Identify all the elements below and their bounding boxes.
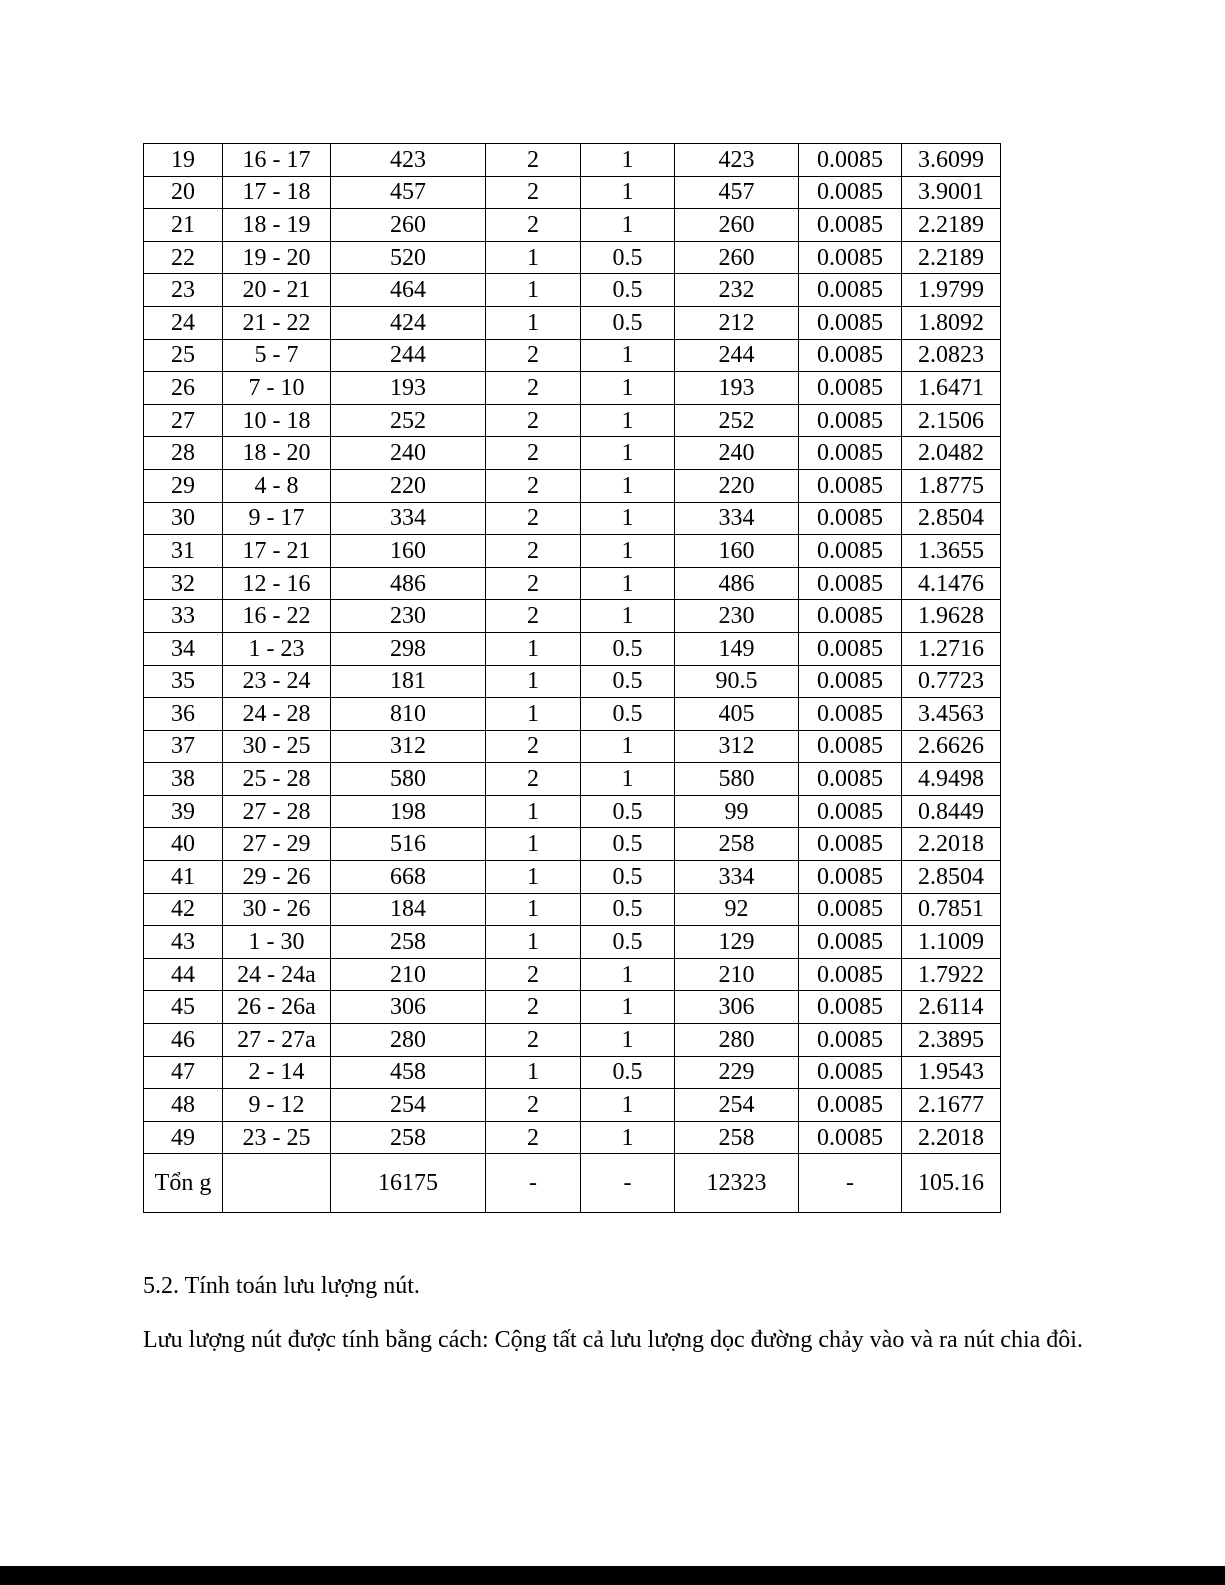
row-number-cell: 42 (144, 893, 223, 926)
col5-cell: 0.5 (581, 861, 675, 894)
flow-cell: 2.2018 (902, 828, 1001, 861)
col4-cell: 2 (486, 567, 581, 600)
row-number-cell: 33 (144, 600, 223, 633)
coefficient-cell: 0.0085 (799, 958, 902, 991)
segment-cell: 25 - 28 (223, 763, 331, 796)
segment-cell: 7 - 10 (223, 372, 331, 405)
coefficient-cell: 0.0085 (799, 339, 902, 372)
flow-cell: 1.3655 (902, 535, 1001, 568)
row-number-cell: 37 (144, 730, 223, 763)
col4-cell: 2 (486, 144, 581, 177)
coefficient-cell: 0.0085 (799, 241, 902, 274)
col4-cell: 1 (486, 274, 581, 307)
coefficient-cell: 0.0085 (799, 535, 902, 568)
table-row (144, 698, 1001, 731)
calc-length-cell: 260 (675, 241, 799, 274)
row-number-cell: 48 (144, 1089, 223, 1122)
total-col5-cell: - (581, 1154, 675, 1213)
col5-cell: 1 (581, 730, 675, 763)
section-heading: 5.2. Tính toán lưu lượng nút. (143, 1273, 420, 1299)
table-row (144, 1089, 1001, 1122)
calc-length-cell: 280 (675, 1024, 799, 1057)
col4-cell: 1 (486, 665, 581, 698)
segment-cell: 5 - 7 (223, 339, 331, 372)
coefficient-cell: 0.0085 (799, 600, 902, 633)
flow-cell: 1.9628 (902, 600, 1001, 633)
table-row (144, 176, 1001, 209)
row-number-cell: 45 (144, 991, 223, 1024)
col5-cell: 0.5 (581, 241, 675, 274)
segment-cell: 27 - 27a (223, 1024, 331, 1057)
col5-cell: 1 (581, 144, 675, 177)
col4-cell: 2 (486, 339, 581, 372)
length-cell: 258 (331, 1121, 486, 1154)
row-number-cell: 25 (144, 339, 223, 372)
coefficient-cell: 0.0085 (799, 502, 902, 535)
coefficient-cell: 0.0085 (799, 1024, 902, 1057)
table-row (144, 1121, 1001, 1154)
table-row (144, 209, 1001, 242)
coefficient-cell: 0.0085 (799, 1089, 902, 1122)
flow-cell: 3.6099 (902, 144, 1001, 177)
col4-cell: 1 (486, 861, 581, 894)
col4-cell: 1 (486, 926, 581, 959)
coefficient-cell: 0.0085 (799, 1056, 902, 1089)
col5-cell: 1 (581, 1024, 675, 1057)
table-row (144, 502, 1001, 535)
col5-cell: 0.5 (581, 665, 675, 698)
row-number-cell: 47 (144, 1056, 223, 1089)
flow-cell: 2.1677 (902, 1089, 1001, 1122)
col5-cell: 1 (581, 1089, 675, 1122)
table-row (144, 469, 1001, 502)
segment-cell: 24 - 28 (223, 698, 331, 731)
length-cell: 486 (331, 567, 486, 600)
flow-cell: 1.2716 (902, 632, 1001, 665)
col4-cell: 2 (486, 469, 581, 502)
row-number-cell: 34 (144, 632, 223, 665)
segment-cell: 16 - 17 (223, 144, 331, 177)
calc-length-cell: 260 (675, 209, 799, 242)
col4-cell: 2 (486, 437, 581, 470)
segment-cell: 12 - 16 (223, 567, 331, 600)
row-number-cell: 20 (144, 176, 223, 209)
table-row (144, 372, 1001, 405)
flow-cell: 1.6471 (902, 372, 1001, 405)
col5-cell: 1 (581, 502, 675, 535)
total-row (144, 1154, 1001, 1213)
calc-length-cell: 210 (675, 958, 799, 991)
col4-cell: 2 (486, 958, 581, 991)
row-number-cell: 44 (144, 958, 223, 991)
table-row (144, 926, 1001, 959)
length-cell: 258 (331, 926, 486, 959)
calc-length-cell: 254 (675, 1089, 799, 1122)
length-cell: 193 (331, 372, 486, 405)
col5-cell: 0.5 (581, 828, 675, 861)
length-cell: 810 (331, 698, 486, 731)
coefficient-cell: 0.0085 (799, 209, 902, 242)
total-label-cell: Tổn g (144, 1154, 223, 1213)
row-number-cell: 31 (144, 535, 223, 568)
length-cell: 184 (331, 893, 486, 926)
row-number-cell: 27 (144, 404, 223, 437)
flow-cell: 2.1506 (902, 404, 1001, 437)
col4-cell: 2 (486, 176, 581, 209)
flow-cell: 4.9498 (902, 763, 1001, 796)
segment-cell: 1 - 30 (223, 926, 331, 959)
row-number-cell: 24 (144, 306, 223, 339)
col5-cell: 0.5 (581, 632, 675, 665)
col4-cell: 1 (486, 632, 581, 665)
coefficient-cell: 0.0085 (799, 144, 902, 177)
body-paragraph: Lưu lượng nút được tính bằng cách: Cộng tất cả lưu lượng dọc đường chảy vào và ra nút chia đôi. (143, 1327, 1083, 1353)
col5-cell: 1 (581, 991, 675, 1024)
coefficient-cell: 0.0085 (799, 991, 902, 1024)
calc-length-cell: 90.5 (675, 665, 799, 698)
segment-cell: 16 - 22 (223, 600, 331, 633)
table-row (144, 730, 1001, 763)
row-number-cell: 38 (144, 763, 223, 796)
length-cell: 464 (331, 274, 486, 307)
length-cell: 160 (331, 535, 486, 568)
total-col7-cell: - (799, 1154, 902, 1213)
length-cell: 424 (331, 306, 486, 339)
coefficient-cell: 0.0085 (799, 632, 902, 665)
col5-cell: 1 (581, 339, 675, 372)
length-cell: 240 (331, 437, 486, 470)
calc-length-cell: 244 (675, 339, 799, 372)
total-length-cell: 16175 (331, 1154, 486, 1213)
col5-cell: 0.5 (581, 795, 675, 828)
segment-cell: 19 - 20 (223, 241, 331, 274)
col5-cell: 0.5 (581, 893, 675, 926)
col4-cell: 2 (486, 1121, 581, 1154)
coefficient-cell: 0.0085 (799, 404, 902, 437)
table-row (144, 632, 1001, 665)
length-cell: 244 (331, 339, 486, 372)
segment-cell: 1 - 23 (223, 632, 331, 665)
row-number-cell: 23 (144, 274, 223, 307)
calc-length-cell: 306 (675, 991, 799, 1024)
total-flow-cell: 105.16 (902, 1154, 1001, 1213)
length-cell: 334 (331, 502, 486, 535)
table-row (144, 437, 1001, 470)
pipe-flow-table (143, 143, 1001, 1213)
segment-cell: 18 - 20 (223, 437, 331, 470)
coefficient-cell: 0.0085 (799, 437, 902, 470)
coefficient-cell: 0.0085 (799, 698, 902, 731)
calc-length-cell: 99 (675, 795, 799, 828)
col5-cell: 1 (581, 437, 675, 470)
col5-cell: 0.5 (581, 306, 675, 339)
calc-length-cell: 312 (675, 730, 799, 763)
col5-cell: 0.5 (581, 274, 675, 307)
segment-cell: 9 - 17 (223, 502, 331, 535)
segment-cell: 21 - 22 (223, 306, 331, 339)
col5-cell: 1 (581, 567, 675, 600)
calc-length-cell: 580 (675, 763, 799, 796)
col4-cell: 1 (486, 795, 581, 828)
col5-cell: 0.5 (581, 926, 675, 959)
col4-cell: 2 (486, 209, 581, 242)
row-number-cell: 28 (144, 437, 223, 470)
length-cell: 230 (331, 600, 486, 633)
coefficient-cell: 0.0085 (799, 926, 902, 959)
row-number-cell: 21 (144, 209, 223, 242)
row-number-cell: 40 (144, 828, 223, 861)
flow-cell: 2.2189 (902, 241, 1001, 274)
coefficient-cell: 0.0085 (799, 665, 902, 698)
flow-cell: 2.6114 (902, 991, 1001, 1024)
table-row (144, 567, 1001, 600)
calc-length-cell: 334 (675, 502, 799, 535)
flow-cell: 1.7922 (902, 958, 1001, 991)
calc-length-cell: 220 (675, 469, 799, 502)
segment-cell: 27 - 29 (223, 828, 331, 861)
flow-cell: 2.8504 (902, 502, 1001, 535)
col4-cell: 2 (486, 372, 581, 405)
row-number-cell: 41 (144, 861, 223, 894)
coefficient-cell: 0.0085 (799, 730, 902, 763)
table-row (144, 535, 1001, 568)
table-row (144, 1056, 1001, 1089)
calc-length-cell: 258 (675, 1121, 799, 1154)
coefficient-cell: 0.0085 (799, 893, 902, 926)
flow-cell: 4.1476 (902, 567, 1001, 600)
total-col4-cell: - (486, 1154, 581, 1213)
table-row (144, 404, 1001, 437)
segment-cell: 10 - 18 (223, 404, 331, 437)
calc-length-cell: 212 (675, 306, 799, 339)
row-number-cell: 32 (144, 567, 223, 600)
length-cell: 254 (331, 1089, 486, 1122)
row-number-cell: 19 (144, 144, 223, 177)
total-segment-cell (223, 1154, 331, 1213)
col4-cell: 1 (486, 893, 581, 926)
segment-cell: 23 - 25 (223, 1121, 331, 1154)
calc-length-cell: 457 (675, 176, 799, 209)
calc-length-cell: 160 (675, 535, 799, 568)
length-cell: 423 (331, 144, 486, 177)
length-cell: 280 (331, 1024, 486, 1057)
flow-cell: 2.2018 (902, 1121, 1001, 1154)
flow-cell: 1.1009 (902, 926, 1001, 959)
col4-cell: 2 (486, 763, 581, 796)
segment-cell: 20 - 21 (223, 274, 331, 307)
coefficient-cell: 0.0085 (799, 306, 902, 339)
segment-cell: 9 - 12 (223, 1089, 331, 1122)
coefficient-cell: 0.0085 (799, 567, 902, 600)
calc-length-cell: 232 (675, 274, 799, 307)
calc-length-cell: 149 (675, 632, 799, 665)
row-number-cell: 43 (144, 926, 223, 959)
calc-length-cell: 240 (675, 437, 799, 470)
length-cell: 458 (331, 1056, 486, 1089)
calc-length-cell: 405 (675, 698, 799, 731)
col5-cell: 1 (581, 404, 675, 437)
flow-cell: 2.8504 (902, 861, 1001, 894)
segment-cell: 4 - 8 (223, 469, 331, 502)
row-number-cell: 29 (144, 469, 223, 502)
length-cell: 580 (331, 763, 486, 796)
table-row (144, 991, 1001, 1024)
length-cell: 260 (331, 209, 486, 242)
table-row (144, 763, 1001, 796)
flow-cell: 0.7723 (902, 665, 1001, 698)
length-cell: 306 (331, 991, 486, 1024)
segment-cell: 30 - 25 (223, 730, 331, 763)
calc-length-cell: 229 (675, 1056, 799, 1089)
col5-cell: 1 (581, 469, 675, 502)
table-row (144, 958, 1001, 991)
length-cell: 312 (331, 730, 486, 763)
flow-cell: 0.7851 (902, 893, 1001, 926)
col4-cell: 2 (486, 1024, 581, 1057)
row-number-cell: 39 (144, 795, 223, 828)
length-cell: 457 (331, 176, 486, 209)
page-bottom-bar (0, 1566, 1225, 1585)
segment-cell: 17 - 21 (223, 535, 331, 568)
segment-cell: 26 - 26a (223, 991, 331, 1024)
col5-cell: 1 (581, 209, 675, 242)
segment-cell: 27 - 28 (223, 795, 331, 828)
length-cell: 516 (331, 828, 486, 861)
calc-length-cell: 258 (675, 828, 799, 861)
length-cell: 210 (331, 958, 486, 991)
flow-cell: 2.6626 (902, 730, 1001, 763)
flow-cell: 1.9543 (902, 1056, 1001, 1089)
length-cell: 220 (331, 469, 486, 502)
row-number-cell: 22 (144, 241, 223, 274)
col4-cell: 1 (486, 828, 581, 861)
row-number-cell: 36 (144, 698, 223, 731)
coefficient-cell: 0.0085 (799, 274, 902, 307)
col5-cell: 1 (581, 176, 675, 209)
table-row (144, 828, 1001, 861)
flow-cell: 3.4563 (902, 698, 1001, 731)
coefficient-cell: 0.0085 (799, 861, 902, 894)
col4-cell: 1 (486, 241, 581, 274)
col5-cell: 1 (581, 372, 675, 405)
length-cell: 668 (331, 861, 486, 894)
flow-cell: 2.0823 (902, 339, 1001, 372)
col5-cell: 1 (581, 958, 675, 991)
length-cell: 198 (331, 795, 486, 828)
segment-cell: 2 - 14 (223, 1056, 331, 1089)
coefficient-cell: 0.0085 (799, 763, 902, 796)
segment-cell: 23 - 24 (223, 665, 331, 698)
calc-length-cell: 252 (675, 404, 799, 437)
col4-cell: 2 (486, 730, 581, 763)
row-number-cell: 35 (144, 665, 223, 698)
calc-length-cell: 92 (675, 893, 799, 926)
col4-cell: 1 (486, 1056, 581, 1089)
col5-cell: 1 (581, 600, 675, 633)
col5-cell: 0.5 (581, 1056, 675, 1089)
col4-cell: 2 (486, 502, 581, 535)
calc-length-cell: 230 (675, 600, 799, 633)
flow-cell: 1.8775 (902, 469, 1001, 502)
segment-cell: 24 - 24a (223, 958, 331, 991)
length-cell: 252 (331, 404, 486, 437)
segment-cell: 29 - 26 (223, 861, 331, 894)
calc-length-cell: 486 (675, 567, 799, 600)
calc-length-cell: 193 (675, 372, 799, 405)
table-row (144, 665, 1001, 698)
row-number-cell: 26 (144, 372, 223, 405)
table-row (144, 339, 1001, 372)
col5-cell: 1 (581, 763, 675, 796)
coefficient-cell: 0.0085 (799, 1121, 902, 1154)
total-calc-length-cell: 12323 (675, 1154, 799, 1213)
table-row (144, 306, 1001, 339)
col5-cell: 1 (581, 535, 675, 568)
table-row (144, 600, 1001, 633)
flow-cell: 1.9799 (902, 274, 1001, 307)
calc-length-cell: 129 (675, 926, 799, 959)
table-row (144, 861, 1001, 894)
table-row (144, 1024, 1001, 1057)
table-body (144, 144, 1001, 1213)
calc-length-cell: 423 (675, 144, 799, 177)
calc-length-cell: 334 (675, 861, 799, 894)
segment-cell: 30 - 26 (223, 893, 331, 926)
row-number-cell: 46 (144, 1024, 223, 1057)
coefficient-cell: 0.0085 (799, 176, 902, 209)
coefficient-cell: 0.0085 (799, 795, 902, 828)
flow-cell: 3.9001 (902, 176, 1001, 209)
length-cell: 298 (331, 632, 486, 665)
table-row (144, 795, 1001, 828)
segment-cell: 18 - 19 (223, 209, 331, 242)
col4-cell: 1 (486, 306, 581, 339)
flow-cell: 2.3895 (902, 1024, 1001, 1057)
row-number-cell: 49 (144, 1121, 223, 1154)
flow-cell: 0.8449 (902, 795, 1001, 828)
col4-cell: 2 (486, 600, 581, 633)
col4-cell: 2 (486, 991, 581, 1024)
length-cell: 520 (331, 241, 486, 274)
flow-cell: 2.0482 (902, 437, 1001, 470)
coefficient-cell: 0.0085 (799, 372, 902, 405)
segment-cell: 17 - 18 (223, 176, 331, 209)
col4-cell: 2 (486, 535, 581, 568)
col4-cell: 1 (486, 698, 581, 731)
col4-cell: 2 (486, 1089, 581, 1122)
row-number-cell: 30 (144, 502, 223, 535)
col4-cell: 2 (486, 404, 581, 437)
coefficient-cell: 0.0085 (799, 469, 902, 502)
table-row (144, 241, 1001, 274)
flow-cell: 1.8092 (902, 306, 1001, 339)
coefficient-cell: 0.0085 (799, 828, 902, 861)
table-row (144, 893, 1001, 926)
length-cell: 181 (331, 665, 486, 698)
table-row (144, 274, 1001, 307)
flow-cell: 2.2189 (902, 209, 1001, 242)
col5-cell: 1 (581, 1121, 675, 1154)
col5-cell: 0.5 (581, 698, 675, 731)
table-row (144, 144, 1001, 177)
